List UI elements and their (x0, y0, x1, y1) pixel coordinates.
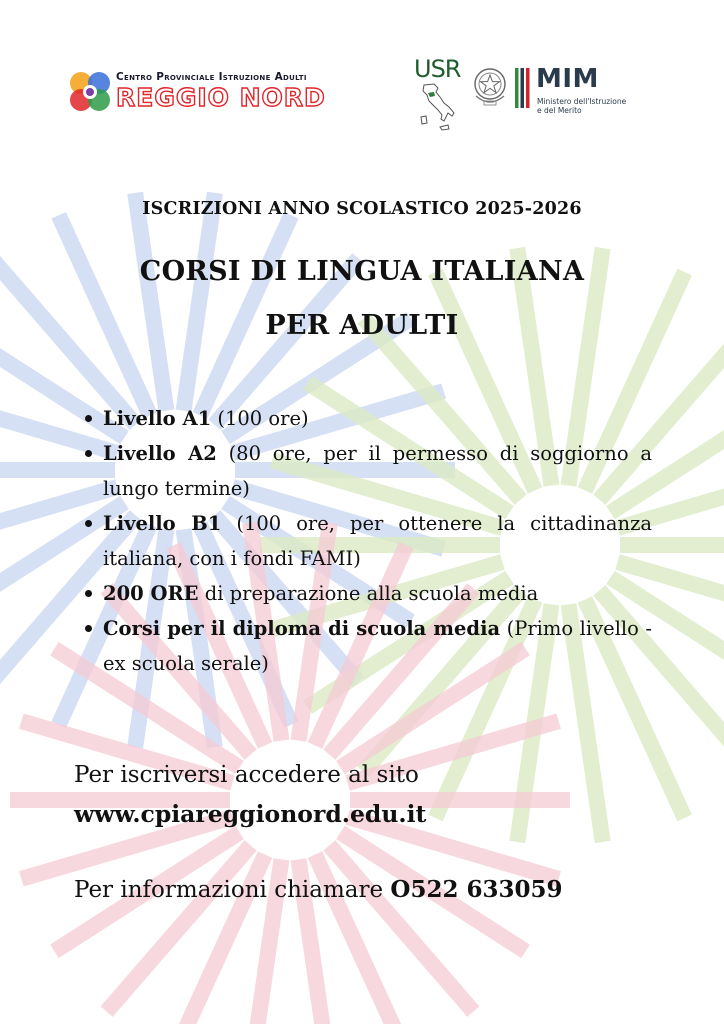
mim-logo (536, 64, 656, 114)
cpia-reggio-nord-logo (68, 68, 368, 116)
mim-ministry-name-line1: Ministero dell'Istruzione (537, 97, 627, 106)
italian-flag-bars-icon (514, 68, 530, 108)
enrollment-instructions: Per iscriversi accedere al sito (74, 762, 419, 788)
course-name: 200 ORE (103, 582, 199, 605)
course-detail: di preparazione alla scuola media (198, 582, 539, 605)
phone-number[interactable]: O522 633059 (390, 876, 563, 903)
page-title-line2: PER ADULTI (265, 310, 459, 341)
usr-wordmark: USR (414, 55, 461, 83)
enrollment-year-subtitle: ISCRIZIONI ANNO SCOLASTICO 2025-2026 (142, 199, 582, 219)
course-item-a2 (78, 436, 652, 506)
cpia-reggio-nord-wordmark: REGGIO NORD (116, 83, 326, 112)
info-prefix: Per informazioni chiamare (74, 877, 391, 903)
cpia-name-line: Centro Provinciale Istruzione Adulti (116, 71, 307, 83)
course-name: Livello B1 (103, 512, 222, 535)
course-name: Livello A1 (103, 407, 212, 430)
course-item-diploma (78, 611, 652, 681)
italy-map-icon (418, 83, 458, 133)
course-item-200-ore (78, 576, 652, 611)
italian-republic-emblem-icon (470, 64, 510, 108)
course-detail: (100 ore) (211, 407, 309, 430)
course-detail: (80 ore, per il permesso di soggiorno a lungo termine) (103, 442, 652, 500)
website-link[interactable]: www.cpiareggionord.edu.it (74, 800, 427, 828)
course-item-b1 (78, 506, 652, 576)
usr-logo (414, 55, 461, 133)
course-detail: (Primo livello - ex scuola serale) (103, 617, 653, 675)
mim-ministry-name-line2: e del Merito (537, 106, 582, 115)
course-list (78, 401, 652, 681)
course-detail: (100 ore, per ottenere la cittadinanza italiana, con i fondi FAMI) (103, 512, 652, 570)
page-title-line1: CORSI DI LINGUA ITALIANA (139, 256, 585, 287)
course-name: Livello A2 (103, 442, 217, 465)
info-phone-line (74, 876, 563, 903)
course-name: Corsi per il diploma di scuola media (103, 617, 501, 640)
mim-wordmark: MIM (536, 64, 599, 94)
cpia-circles-logo-icon (68, 70, 112, 114)
course-item-a1 (78, 401, 652, 436)
